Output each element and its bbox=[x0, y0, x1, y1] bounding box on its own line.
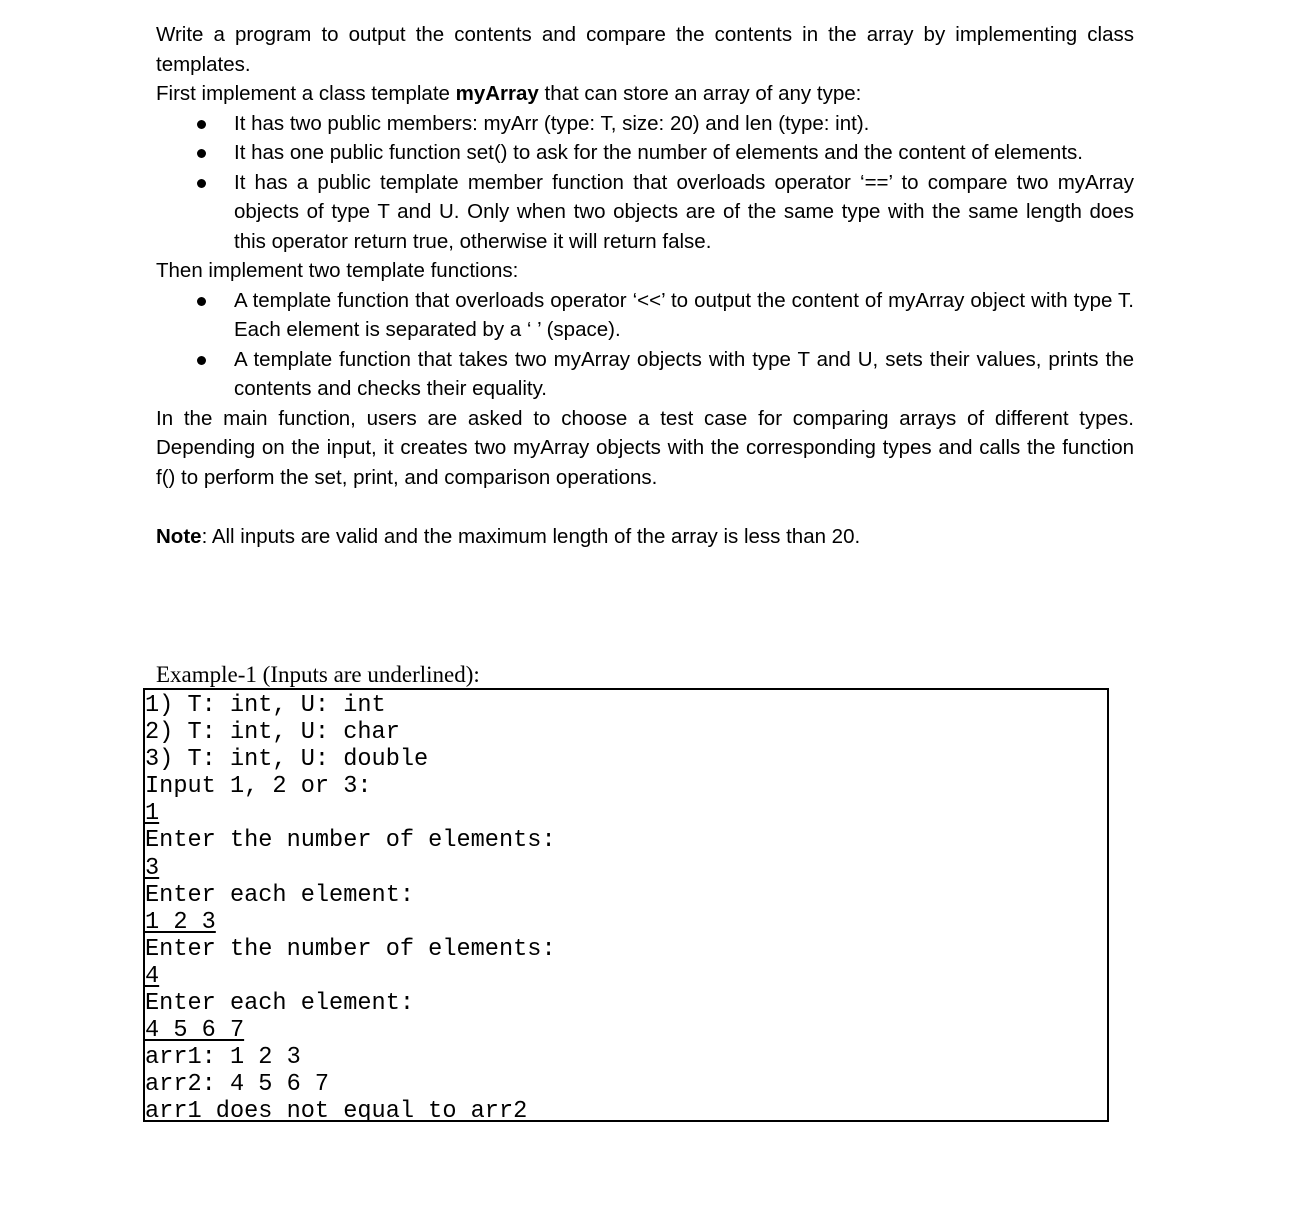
list-item-text: It has two public members: myArr (type: T, size: 20) and len (type: int). bbox=[234, 111, 870, 135]
console-line-text: arr1 does not equal to arr2 bbox=[145, 1098, 528, 1126]
console-output-line bbox=[145, 746, 1107, 773]
class-name-bold: myArray bbox=[455, 82, 539, 105]
note-paragraph bbox=[156, 522, 1134, 552]
console-output-line bbox=[145, 692, 1107, 719]
console-line-text: arr1: 1 2 3 bbox=[145, 1044, 301, 1072]
note-label: Note bbox=[156, 525, 202, 548]
console-output-line bbox=[145, 1071, 1107, 1098]
console-output-line bbox=[145, 936, 1107, 963]
class-template-intro bbox=[156, 79, 1134, 109]
template-functions-intro: Then implement two template functions: bbox=[156, 259, 519, 282]
list-item bbox=[156, 168, 1134, 257]
list-item bbox=[156, 138, 1134, 168]
intro-paragraph: Write a program to output the contents and compare the contents in the array by implementing class templates. bbox=[156, 23, 1134, 76]
console-input-line bbox=[145, 909, 1107, 936]
console-line-text: Input 1, 2 or 3: bbox=[145, 773, 372, 801]
main-function-paragraph: In the main function, users are asked to choose a test case for comparing arrays of different types. Depending on the input, it creates two myArray objects with the corresponding types and calls the function f() to perform the set, print, and comparison operations. bbox=[156, 406, 1134, 489]
example-title: Example-1 (Inputs are underlined): bbox=[156, 662, 480, 687]
console-line-text: 3 bbox=[145, 854, 160, 882]
console-line-text: Enter each element: bbox=[145, 990, 415, 1018]
console-line-text: 1 bbox=[145, 800, 160, 828]
class-intro-prefix: First implement a class template bbox=[156, 82, 456, 105]
example-console-output bbox=[143, 688, 1109, 1126]
list-item-text: A template function that takes two myArray objects with type T and U, sets their values, prints the contents and checks their equality. bbox=[234, 347, 1134, 400]
bullet-icon bbox=[197, 120, 206, 129]
console-line-text: 3) T: int, U: double bbox=[145, 746, 429, 774]
function-requirements-list bbox=[156, 286, 1134, 404]
bullet-icon bbox=[197, 356, 206, 365]
console-input-line bbox=[145, 963, 1107, 990]
console-output-line bbox=[145, 827, 1107, 854]
console-input-line bbox=[145, 855, 1107, 882]
class-requirements-list bbox=[156, 109, 1134, 257]
console-output-line bbox=[145, 1098, 1107, 1125]
console-line-text: 1) T: int, U: int bbox=[145, 692, 386, 719]
console-line-text: 4 bbox=[145, 962, 160, 990]
console-line-text: Enter the number of elements: bbox=[145, 935, 556, 963]
bullet-icon bbox=[197, 297, 206, 306]
console-output-line bbox=[145, 1044, 1107, 1071]
list-item-text: A template function that overloads operator ‘<<’ to output the content of myArray object with type T. Each element is separated by a ‘ ’ (space). bbox=[234, 288, 1134, 341]
console-output-line bbox=[145, 719, 1107, 746]
console-input-line bbox=[145, 1017, 1107, 1044]
console-line-text: arr2: 4 5 6 7 bbox=[145, 1071, 330, 1099]
note-text: : All inputs are valid and the maximum length of the array is less than 20. bbox=[201, 525, 861, 548]
console-output-line bbox=[145, 990, 1107, 1017]
list-item-text: It has a public template member function that overloads operator ‘==’ to compare two myArray objects of type T and U. Only when two objects are of the same type with the same length does this operator return true, otherwise it will return false. bbox=[234, 170, 1134, 253]
bullet-icon bbox=[197, 179, 206, 188]
list-item bbox=[156, 286, 1134, 345]
console-output-line bbox=[145, 882, 1107, 909]
list-item bbox=[156, 109, 1134, 139]
console-line-text: 4 5 6 7 bbox=[145, 1017, 245, 1045]
console-line-text: 2) T: int, U: char bbox=[145, 719, 400, 747]
console-line-text: 1 2 3 bbox=[145, 908, 216, 936]
console-line-text: Enter each element: bbox=[145, 881, 415, 909]
assignment-document bbox=[156, 20, 1134, 552]
console-output-line bbox=[145, 773, 1107, 800]
console-line-text: Enter the number of elements: bbox=[145, 827, 556, 855]
list-item bbox=[156, 345, 1134, 404]
class-intro-suffix: that can store an array of any type: bbox=[538, 82, 862, 105]
list-item-text: It has one public function set() to ask for the number of elements and the content of elements. bbox=[234, 141, 1083, 164]
console-input-line bbox=[145, 800, 1107, 827]
bullet-icon bbox=[197, 149, 206, 158]
